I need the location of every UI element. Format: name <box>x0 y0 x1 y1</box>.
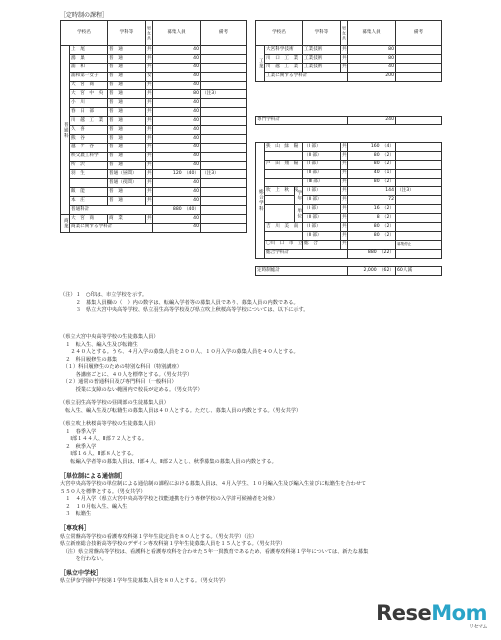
sections <box>60 334 490 586</box>
coed-flag: 共 <box>146 179 153 188</box>
subtotal-row <box>256 249 442 258</box>
section-line: ３ 転籍生 <box>60 511 92 518</box>
coed-flag: 共 <box>341 151 348 160</box>
coed-flag: 共 <box>146 108 153 117</box>
dept-name: 普 通 <box>108 134 146 143</box>
count-value: 72 <box>348 196 396 205</box>
header-dept: 学科等 <box>303 21 341 46</box>
dept-name: （Ⅰ 部） <box>303 187 341 196</box>
table-row <box>256 231 442 240</box>
note-text <box>201 99 247 108</box>
note-text <box>201 179 247 188</box>
section-line: １ ４月入学（県立大宮中央高等学校と技能連携を行う専修学校の入学許可候補者を対象） <box>60 496 278 503</box>
note-text <box>396 46 442 55</box>
dept-name: 普 通 <box>108 63 146 72</box>
school-name: 吉 川 美 南 <box>265 223 303 232</box>
section-line: 転入生、編入生及び転籍生の募集人員は４０人とする。ただし、募集人員の内数とする。（男女共学） <box>60 407 302 414</box>
dept-name: 普 通 <box>108 143 146 152</box>
section-heading: （県立羽生高等学校の昼間部の生徒募集人員） <box>60 400 169 407</box>
dept-name: （Ⅱ 部） <box>303 196 341 205</box>
school-name: 熊 谷 <box>70 134 108 143</box>
section-line: （１）科目履修生のための特別な科目（特別講座） <box>60 364 182 371</box>
dept-name: （Ⅰ 部） <box>303 160 341 169</box>
school-name <box>265 231 303 240</box>
coed-flag: 共 <box>341 143 348 152</box>
section-title: ［定時制の課程］ <box>60 12 109 19</box>
note-text <box>201 46 247 55</box>
table-row <box>61 108 247 117</box>
special-total-value: 240 <box>348 116 396 125</box>
note-text <box>201 126 247 135</box>
section-line: ２ 秋季入学 <box>60 443 97 450</box>
coed-flag: 共 <box>146 90 153 99</box>
school-name <box>265 196 295 205</box>
note-text <box>396 205 442 214</box>
subtotal-row <box>61 206 247 215</box>
table-row <box>61 179 247 188</box>
note-text <box>396 169 442 178</box>
table-row <box>61 46 247 55</box>
school-name: 川 越 工 業 <box>265 63 303 72</box>
section-heading: （県立大宮中央高等学校の生徒募集人員） <box>60 334 159 340</box>
coed-flag: 共 <box>341 187 348 196</box>
grand-total-label: 定時制総計 <box>256 267 348 276</box>
section-heading: ［専攻科］ <box>60 524 91 532</box>
grand-total-value: 2,000 （62） <box>348 267 396 276</box>
count-value: 80 （2） <box>348 151 396 160</box>
count-value: 40 <box>153 117 201 126</box>
logo-text-b: Mom <box>431 601 487 625</box>
dept-name: （Ⅰ 部） <box>303 205 341 214</box>
table-row <box>256 160 442 169</box>
section-line: 授業に支障のない範囲内で校長が定める。（男女共学） <box>60 386 203 393</box>
school-name <box>265 151 303 160</box>
coed-flag: 共 <box>341 214 348 223</box>
table-row <box>61 117 247 126</box>
header-note: 備考 <box>201 21 247 46</box>
school-name: 川 越 工 業 <box>70 117 108 126</box>
note-text <box>201 54 247 63</box>
footnote-line: （注）１ ○印は、市立学校を示す。 <box>60 292 148 298</box>
school-name: 飯 能 <box>70 188 108 197</box>
count-value: 40 <box>153 54 201 63</box>
school-name: 本 庄 <box>70 197 108 206</box>
count-value: 144 <box>348 187 396 196</box>
left-header-row <box>61 21 247 46</box>
dept-name: （Ⅱ 部） <box>303 231 341 240</box>
subtotal-label: 総合学科計 <box>265 249 348 258</box>
sub-label: 単位 <box>295 205 303 223</box>
coed-flag: 共 <box>341 205 348 214</box>
left-table <box>60 20 247 233</box>
spacer-row <box>256 81 442 116</box>
note-text <box>201 81 247 90</box>
subtotal-value: 880 （22） <box>348 249 396 258</box>
note-text <box>201 117 247 126</box>
header-coed: 男女共 <box>341 21 348 46</box>
dept-name: 普 通 <box>108 108 146 117</box>
count-value: 120 （40） <box>153 170 201 179</box>
school-name: 川 口 工 業 <box>265 54 303 63</box>
count-value: 16 （2） <box>348 205 396 214</box>
special-total-label: 専門学科計 <box>256 116 348 125</box>
count-value: 40 <box>153 108 201 117</box>
dept-name: 普通（夜間） <box>108 179 146 188</box>
coed-flag: 共 <box>146 161 153 170</box>
dept-name: 普 通 <box>108 72 146 81</box>
coed-flag: 共 <box>341 178 348 187</box>
dept-name: （Ⅰ 部） <box>303 223 341 232</box>
school-name <box>265 178 303 187</box>
count-value: 40 <box>348 63 396 72</box>
count-value: 40 <box>153 46 201 55</box>
section-line: １ 転入生、編入生及び転籍生 <box>60 341 138 348</box>
dept-name: 総 合 <box>303 240 341 249</box>
table-row <box>256 196 442 205</box>
school-name: 吹 上 秋 桜 <box>265 187 295 196</box>
right-header-row <box>256 21 442 46</box>
dept-name: 普 通 <box>108 46 146 55</box>
section-heading: ［県立中学校］ <box>60 569 103 577</box>
count-value: 40 <box>153 99 201 108</box>
coed-flag: 女 <box>146 72 153 81</box>
subtotal-row <box>61 223 247 232</box>
group-label: 工業 <box>256 46 265 82</box>
table-row <box>61 214 247 223</box>
header-dept: 学科等 <box>108 21 146 46</box>
right-mid-table <box>255 142 442 259</box>
dept-name: 商 業 <box>108 214 146 223</box>
count-value: 40 <box>153 134 201 143</box>
note-text <box>201 214 247 223</box>
school-name: 大 宮 商 <box>70 81 108 90</box>
note-text <box>201 188 247 197</box>
coed-flag: 共 <box>146 170 153 179</box>
note-text: 募集停止 <box>396 240 442 249</box>
count-value: 80 （2） <box>348 231 396 240</box>
dept-name: （Ⅱ 部） <box>303 169 341 178</box>
school-name: 大 宮 商 <box>70 214 108 223</box>
table-row <box>61 170 247 179</box>
note-text <box>201 197 247 206</box>
header-note: 備考 <box>396 21 442 46</box>
resemom-logo <box>376 601 487 630</box>
table-row <box>256 205 442 214</box>
sub-label: 学年 <box>295 187 303 205</box>
footnotes <box>60 292 480 315</box>
count-value: 40 <box>153 197 201 206</box>
section-line: １ 春季入学 <box>60 428 97 435</box>
logo-text-a: Rese <box>376 601 432 625</box>
school-name: 羽 生 <box>70 170 108 179</box>
note-text <box>396 249 442 258</box>
table-row <box>61 63 247 72</box>
table-row <box>61 143 247 152</box>
count-value: 40 <box>153 72 201 81</box>
note-text <box>396 116 442 125</box>
count-value: 40 <box>153 188 201 197</box>
school-name: 所 沢 <box>70 161 108 170</box>
table-row <box>61 126 247 135</box>
note-text <box>201 72 247 81</box>
coed-flag: 共 <box>341 231 348 240</box>
table-row <box>256 63 442 72</box>
note-text <box>396 231 442 240</box>
table-row <box>61 161 247 170</box>
school-name: 上 尾 <box>70 46 108 55</box>
note-text <box>396 72 442 81</box>
subtotal-value: 880 （40） <box>153 206 201 215</box>
section-heading: （県立吹上秋桜高等学校の生徒募集人員） <box>60 421 159 428</box>
section-line: を行わない。 <box>60 556 107 563</box>
grand-total-table <box>255 266 442 276</box>
dept-name: 普 通 <box>108 117 146 126</box>
school-name: 越 ケ 谷 <box>70 143 108 152</box>
table-row <box>256 223 442 232</box>
header-school: 学校名 <box>61 21 108 46</box>
dept-name: 普 通 <box>108 152 146 161</box>
school-name: 戸 田 翔 陽 <box>265 160 303 169</box>
table-row <box>61 54 247 63</box>
section-line: ２ 科目履修生の募集 <box>60 356 118 363</box>
count-value: 80 <box>348 54 396 63</box>
coed-flag: 共 <box>341 160 348 169</box>
note-text <box>201 152 247 161</box>
coed-flag: 共 <box>146 46 153 55</box>
note-text: （注3） <box>201 170 247 179</box>
coed-flag: 共 <box>146 134 153 143</box>
coed-flag: 共 <box>146 54 153 63</box>
note-text <box>201 63 247 72</box>
table-row <box>61 188 247 197</box>
school-name: 久 喜 <box>70 126 108 135</box>
table-row <box>61 99 247 108</box>
school-name: 鴻 巣 <box>70 54 108 63</box>
school-name: 小 川 <box>70 99 108 108</box>
table-row <box>256 187 442 196</box>
dept-name: 工業技術 <box>303 46 341 55</box>
dept-name: 普 通 <box>108 126 146 135</box>
table-row <box>256 54 442 63</box>
count-value: 40 （1） <box>348 169 396 178</box>
section-line: （２）通常の普通科目及び専門科目（一般科目） <box>60 379 177 386</box>
coed-flag: 共 <box>146 126 153 135</box>
count-value: 80 （2） <box>348 223 396 232</box>
coed-flag: 共 <box>146 81 153 90</box>
school-name: 大宮科学技術 <box>265 46 303 55</box>
group-label: 普通科 <box>61 46 70 215</box>
note-text <box>201 108 247 117</box>
section-line: Ⅰ部１４４人、Ⅱ部７２人とする。 <box>60 436 148 443</box>
table-row <box>256 178 442 187</box>
dept-name: 普 通 <box>108 90 146 99</box>
table-row <box>61 72 247 81</box>
note-text: （注3） <box>396 187 442 196</box>
coed-flag: 共 <box>146 117 153 126</box>
subtotal-label: 普通科計 <box>70 206 153 215</box>
school-name <box>70 179 108 188</box>
count-value: 8 （2） <box>348 214 396 223</box>
coed-flag: 共 <box>341 240 348 249</box>
count-value <box>348 240 396 249</box>
subtotal-value: 40 <box>153 223 201 232</box>
school-name <box>265 169 303 178</box>
coed-flag: 共 <box>341 63 348 72</box>
note-text <box>396 151 442 160</box>
coed-flag: 共 <box>146 63 153 72</box>
header-count: 募集人員 <box>153 21 201 46</box>
coed-flag: 共 <box>146 214 153 223</box>
school-name: 狭 山 緑 陽 <box>265 143 303 152</box>
count-value: 40 <box>153 179 201 188</box>
count-value: 160 （4） <box>348 143 396 152</box>
count-value: 40 <box>153 152 201 161</box>
note-text <box>201 161 247 170</box>
dept-name: （Ⅰ 部） <box>303 143 341 152</box>
group-label: 商業 <box>61 214 70 232</box>
table-row <box>256 169 442 178</box>
dept-name: （Ⅲ 部） <box>303 178 341 187</box>
table-row <box>256 46 442 55</box>
logo-sub: リセマム <box>469 624 487 630</box>
dept-name: （Ⅱ 部） <box>303 151 341 160</box>
grand-total-row <box>256 267 442 276</box>
table-row <box>256 151 442 160</box>
section-line: ５５０人を標準とする。（男女共学） <box>60 488 146 495</box>
note-text <box>396 54 442 63</box>
subtotal-row <box>256 72 442 81</box>
note-text: （注3） <box>201 90 247 99</box>
header-school: 学校名 <box>256 21 303 46</box>
school-name: 浦 和 <box>70 63 108 72</box>
count-value: 80 （2） <box>348 160 396 169</box>
table-row <box>61 134 247 143</box>
dept-name: （Ⅱ 部） <box>303 214 341 223</box>
section-line: 県立常盤高等学校の看護専攻科第１学年生徒定員を８０人とする。（男女共学）（注） <box>60 533 258 540</box>
coed-flag: 共 <box>341 223 348 232</box>
school-name: 秩父農工科学 <box>70 152 108 161</box>
section-line: 大宮中央高等学校の単位制による通信制の課程における募集人員は、４月入学生、１０月編入生及び編入生並びに転籍生を合わせて <box>60 481 367 488</box>
dept-name: 普 通 <box>108 99 146 108</box>
school-name: 大 宮 中 央 <box>70 90 108 99</box>
coed-flag: 共 <box>341 46 348 55</box>
count-value: 80 <box>348 46 396 55</box>
subtotal-label: 商業に関する学科計 <box>70 223 153 232</box>
right-top-table <box>255 20 442 125</box>
note-text <box>201 143 247 152</box>
note-text <box>396 214 442 223</box>
dept-name: 普 通 <box>108 81 146 90</box>
section-heading: ［単位制による通信制］ <box>60 472 127 480</box>
coed-flag: 共 <box>341 54 348 63</box>
table-row <box>61 81 247 90</box>
count-value: 40 <box>153 214 201 223</box>
dept-name: 普 通 <box>108 54 146 63</box>
note-text <box>396 143 442 152</box>
section-line: （注）県立常盤高等学校は、看護科と看護専攻科を合わせた５年一貫教育であるため、看護専攻科第１学年については、新たな募集 <box>60 548 369 555</box>
coed-flag: 共 <box>146 143 153 152</box>
note-text <box>396 178 442 187</box>
section-line: 県立伊奈学園中学校第１学年生徒募集人員を８０人とする。（男女共学） <box>60 578 229 585</box>
note-text <box>201 223 247 232</box>
coed-flag: 共 <box>146 197 153 206</box>
school-name: 春 日 部 <box>70 108 108 117</box>
group-label: 総合学科 <box>256 143 265 259</box>
school-name: 〇川 口 市 立 <box>265 240 303 249</box>
count-value: 40 <box>153 126 201 135</box>
dept-name: 普 通 <box>108 188 146 197</box>
subtotal-label: 工業に関する学科計 <box>265 72 348 81</box>
dept-name: 普 通 <box>108 197 146 206</box>
dept-name: 普通（昼間） <box>108 170 146 179</box>
table-row <box>61 152 247 161</box>
school-name: 浦和第一女子 <box>70 72 108 81</box>
count-value: 40 <box>153 143 201 152</box>
section-line: Ⅰ部１６人、Ⅱ部８人とする。 <box>60 451 137 458</box>
section-line: 転編入学者等の募集人員は、Ⅰ部４人、Ⅱ部２人とし、秋季募集の募集人員の内数とする。 <box>60 458 277 465</box>
section-line: ２ １０月転入生、編入生 <box>60 503 128 510</box>
table-row <box>256 143 442 152</box>
header-coed: 男女共 <box>146 21 153 46</box>
header-count: 募集人員 <box>348 21 396 46</box>
table-row <box>61 197 247 206</box>
count-value: 40 <box>153 81 201 90</box>
note-text <box>396 160 442 169</box>
coed-flag: 共 <box>146 152 153 161</box>
grand-total-note: 60人減 <box>396 267 442 276</box>
note-text <box>396 196 442 205</box>
note-text <box>396 63 442 72</box>
table-row <box>256 240 442 249</box>
table-row <box>61 90 247 99</box>
coed-flag: 共 <box>341 196 348 205</box>
count-value: 40 <box>153 161 201 170</box>
section-line: 県立新座総合技術高等学校のデザイン専攻科第１学年生徒募集人員を１５人とする。（男女共学） <box>60 541 286 548</box>
coed-flag: 共 <box>146 99 153 108</box>
count-value: 40 <box>153 63 201 72</box>
note-text <box>201 206 247 215</box>
section-line: 各講座ごとに、４０人を標準とする。（男女共学） <box>60 371 193 378</box>
footnote-line: ３ 県立大宮中央高等学校、県立羽生高等学校及び県立吹上秋桜高等学校については、以下に示す。 <box>60 307 309 314</box>
coed-flag: 共 <box>146 188 153 197</box>
note-text <box>396 223 442 232</box>
count-value: 80 <box>153 90 201 99</box>
school-name <box>265 205 295 223</box>
count-value: 80 （2） <box>348 178 396 187</box>
special-total-row <box>256 116 442 125</box>
coed-flag: 共 <box>341 169 348 178</box>
dept-name: 普 通 <box>108 161 146 170</box>
subtotal-value: 200 <box>348 72 396 81</box>
note-text <box>201 134 247 143</box>
spacer <box>256 81 442 116</box>
dept-name: 工業技術 <box>303 63 341 72</box>
section-line: ２４０人とする。うち、４月入学の募集人員を２００人、１０月入学の募集人員を４０人とする。 <box>60 349 299 356</box>
footnote-line: ２ 募集人員欄の（ ）内の数字は、転編入学者等の募集人員であり、募集人員の内数である。 <box>60 299 299 306</box>
dept-name: 工業技術 <box>303 54 341 63</box>
